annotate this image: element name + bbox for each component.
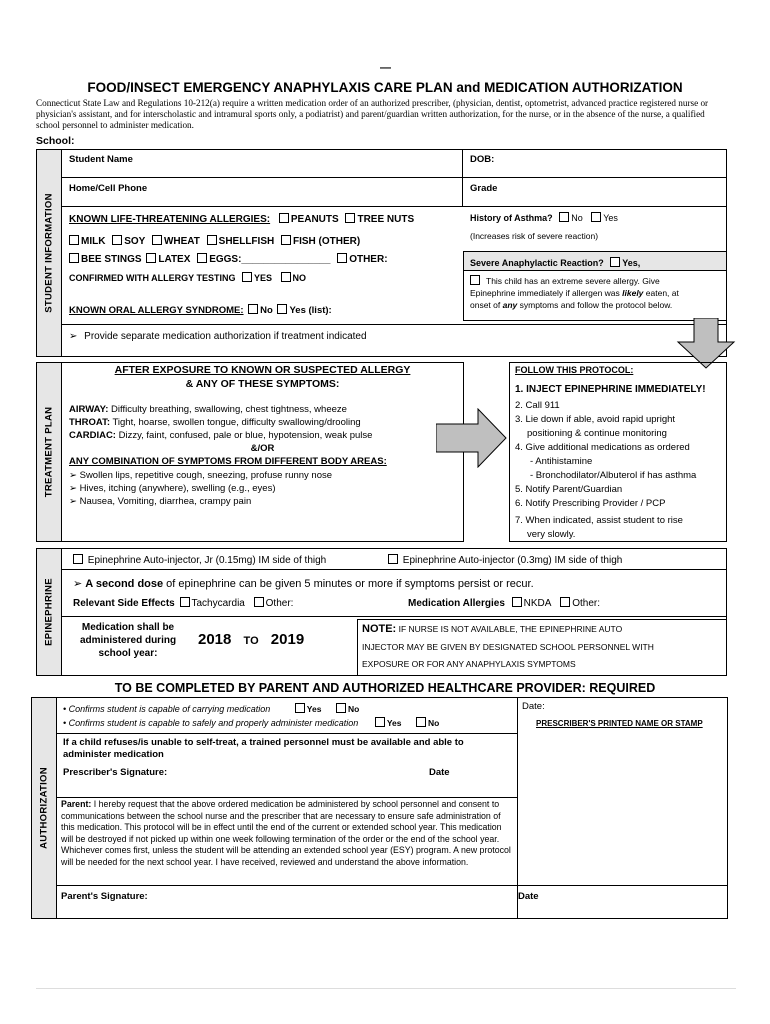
year-to: 2019 [270,631,305,648]
student-info-side-label: STUDENT INFORMATION [36,149,62,357]
allergies-row-2: MILK SOY WHEAT SHELLFISH FISH (OTHER) [69,235,360,247]
year-from: 2018 [198,631,232,648]
allergies-label: KNOWN LIFE-THREATENING ALLERGIES: [69,214,271,225]
note-line-3: EXPOSURE OR FOR ANY ANAPHYLAXIS SYMPTOMS [362,659,576,669]
asthma-no-checkbox[interactable] [559,212,569,222]
side-effect-other-checkbox[interactable] [254,597,264,607]
shellfish-checkbox[interactable] [207,235,217,245]
student-name-label: Student Name [69,154,133,165]
epinephrine-side-label: EPINEPHRINE [36,548,62,676]
severe-yes-checkbox[interactable] [610,257,620,267]
separate-authorization-note: ➢ Provide separate medication authorization if treatment indicated [69,331,367,342]
confirmed-yes-checkbox[interactable] [242,272,252,282]
protocol-step: 3. Lie down if able, avoid rapid upright [515,414,676,425]
right-arrow-icon [436,408,508,468]
confirm-administer-row: • Confirms student is capable to safely and properly administer medication Yes No [63,718,440,728]
parent-date-label: Date [518,891,539,902]
protocol-step: - Bronchodilator/Albuterol if has asthma [530,470,697,481]
prescriber-date-label: Date [429,767,450,778]
peanuts-checkbox[interactable] [279,213,289,223]
allergies-row-1: KNOWN LIFE-THREATENING ALLERGIES: PEANUTS TREE NUTS [69,214,415,225]
soy-checkbox[interactable] [112,235,122,245]
authorization-side-label: AUTHORIZATION [31,697,57,919]
administer-no-checkbox[interactable] [416,717,426,727]
jr-autoinjector-checkbox[interactable] [73,554,83,564]
symptom-item: ➢ Nausea, Vomiting, diarrhea, crampy pain [69,496,252,507]
airway-line: AIRWAY: Difficulty breathing, swallowing, chest tightness, wheeze [69,404,347,415]
school-label: School: [36,135,75,147]
school-year-range: 2018 TO 2019 [198,631,305,648]
severe-line-3: onset of any symptoms and follow the protocol below. [470,300,673,310]
note-line-1: NOTE: IF NURSE IS NOT AVAILABLE, THE EPINEPHRINE AUTO [362,623,623,635]
jr-option-row: Epinephrine Auto-injector, Jr (0.15mg) IM side of thigh [73,554,326,566]
confirmed-row: CONFIRMED WITH ALLERGY TESTING YES NO [69,273,307,283]
authorization-heading: TO BE COMPLETED BY PARENT AND AUTHORIZED HEALTHCARE PROVIDER: REQUIRED [114,681,656,695]
wheat-checkbox[interactable] [152,235,162,245]
protocol-step: 1. INJECT EPINEPHRINE IMMEDIATELY! [515,384,706,395]
protocol-step: 6. Notify Prescribing Provider / PCP [515,498,666,509]
tachycardia-checkbox[interactable] [180,597,190,607]
date-label: Date: [522,701,545,712]
medication-allergies-row: Medication Allergies NKDA Other: [408,598,601,609]
severe-line-2: Epinephrine immediately if allergen was likely eaten, at [470,288,679,298]
protocol-step: - Antihistamine [530,456,593,467]
asthma-yes-checkbox[interactable] [591,212,601,222]
protocol-step: 5. Notify Parent/Guardian [515,484,623,495]
bee-stings-checkbox[interactable] [69,253,79,263]
symptom-item: ➢ Hives, itching (anywhere), swelling (e.g., eyes) [69,483,276,494]
protocol-step: 2. Call 911 [515,400,560,411]
protocol-step: very slowly. [527,529,576,540]
latex-checkbox[interactable] [146,253,156,263]
grade-label: Grade [470,183,498,194]
confirmed-no-checkbox[interactable] [281,272,291,282]
severe-reaction-label: Severe Anaphylactic Reaction? Yes, [470,258,641,268]
oral-syndrome-row: KNOWN ORAL ALLERGY SYNDROME: No Yes (list): [69,305,332,316]
med-allergy-other-checkbox[interactable] [560,597,570,607]
extreme-allergy-checkbox[interactable] [470,275,480,285]
parent-consent-text: Parent: I hereby request that the above ordered medication be administered by school personnel and consent to communications between the school nurse and the prescriber that are necessary to ensure safe administration of this medication. This protocol will be in effect until the end of the current or extended school year. This medication will be destroyed if not picked up within one week following termination of the order or the end of the school year. Whichever comes first, unless the student will be attending an extended school year (ESY) program. A new protocol will be needed for the next school year. I have received, reviewed and understand the above information. [61,799,511,867]
bullet-arrow-icon: ➢ [73,578,83,590]
cardiac-line: CARDIAC: Dizzy, faint, confused, pale or blue, hypotension, weak pulse [69,430,373,441]
confirm-carry-row: • Confirms student is capable of carrying medication Yes No [63,704,360,714]
allergies-row-3: BEE STINGS LATEX EGGS:________________ OTHER: [69,253,388,265]
bullet-arrow-icon: ➢ [69,483,77,494]
protocol-step: 4. Give additional medications as ordered [515,442,690,453]
administer-yes-checkbox[interactable] [375,717,385,727]
symptom-item: ➢ Swollen lips, repetitive cough, sneezing, profuse runny nose [69,470,333,481]
note-line-2: INJECTOR MAY BE GIVEN BY DESIGNATED SCHOOL PERSONNEL WITH [362,642,654,652]
asthma-row: History of Asthma? No Yes [470,213,618,223]
intro-text: Connecticut State Law and Regulations 10-212(a) require a written medication order of an authorized prescriber, (physician, dentist, optometrist, advanced practice registered nurse or physician's assistant, and for interscholastic and intramural sports only, a podiatrist) and parent/guardian written authorization, for the nurse, or in the absence of the nurse, a qualified school personnel to administer medication. [36,98,709,130]
nkda-checkbox[interactable] [512,597,522,607]
protocol-step: 7. When indicated, assist student to rise [515,515,683,526]
tree-nuts-checkbox[interactable] [345,213,355,223]
bullet-arrow-icon: ➢ [69,496,77,507]
prescriber-printed-name-label: PRESCRIBER'S PRINTED NAME OR STAMP [536,719,703,728]
prescriber-signature-label: Prescriber's Signature: [63,767,168,778]
bullet-arrow-icon: ➢ [69,331,78,342]
symptoms-heading-1: AFTER EXPOSURE TO KNOWN OR SUSPECTED ALLERGY [114,364,411,376]
treatment-plan-side-label: TREATMENT PLAN [36,362,62,542]
oral-yes-checkbox[interactable] [277,304,287,314]
header-dash: — [380,62,391,74]
side-effects-row: Relevant Side Effects Tachycardia Other: [73,598,294,609]
carry-no-checkbox[interactable] [336,703,346,713]
protocol-heading: FOLLOW THIS PROTOCOL: [515,365,634,375]
fish-checkbox[interactable] [281,235,291,245]
carry-yes-checkbox[interactable] [295,703,305,713]
adult-option-row: Epinephrine Auto-injector (0.3mg) IM side of thigh [388,554,622,566]
page-title: FOOD/INSECT EMERGENCY ANAPHYLAXIS CARE PLAN and MEDICATION AUTHORIZATION [87,80,683,95]
administered-during-label: Medication shall be administered during school year: [79,622,177,659]
refuse-note: If a child refuses/is unable to self-treat, a trained personnel must be available and able to administer medication [63,737,464,760]
adult-autoinjector-checkbox[interactable] [388,554,398,564]
protocol-step: positioning & continue monitoring [527,428,667,439]
severe-line-1: This child has an extreme severe allergy. Give [470,275,660,286]
other-allergy-checkbox[interactable] [337,253,347,263]
symptoms-heading-2: & ANY OF THESE SYMPTOMS: [185,378,340,390]
asthma-note: (Increases risk of severe reaction) [470,231,599,241]
phone-label: Home/Cell Phone [69,183,148,194]
milk-checkbox[interactable] [69,235,79,245]
throat-line: THROAT: Tight, hoarse, swollen tongue, difficulty swallowing/drooling [69,417,361,428]
combination-label: ANY COMBINATION OF SYMPTOMS FROM DIFFERENT BODY AREAS: [69,456,387,467]
parent-signature-label: Parent's Signature: [61,891,148,902]
dob-label: DOB: [470,154,495,165]
oral-no-checkbox[interactable] [248,304,258,314]
eggs-checkbox[interactable] [197,253,207,263]
second-dose-line: ➢ A second dose of epinephrine can be given 5 minutes or more if symptoms persist or recur. [73,578,534,590]
bullet-arrow-icon: ➢ [69,470,77,481]
and-or-label: &/OR [250,443,275,454]
